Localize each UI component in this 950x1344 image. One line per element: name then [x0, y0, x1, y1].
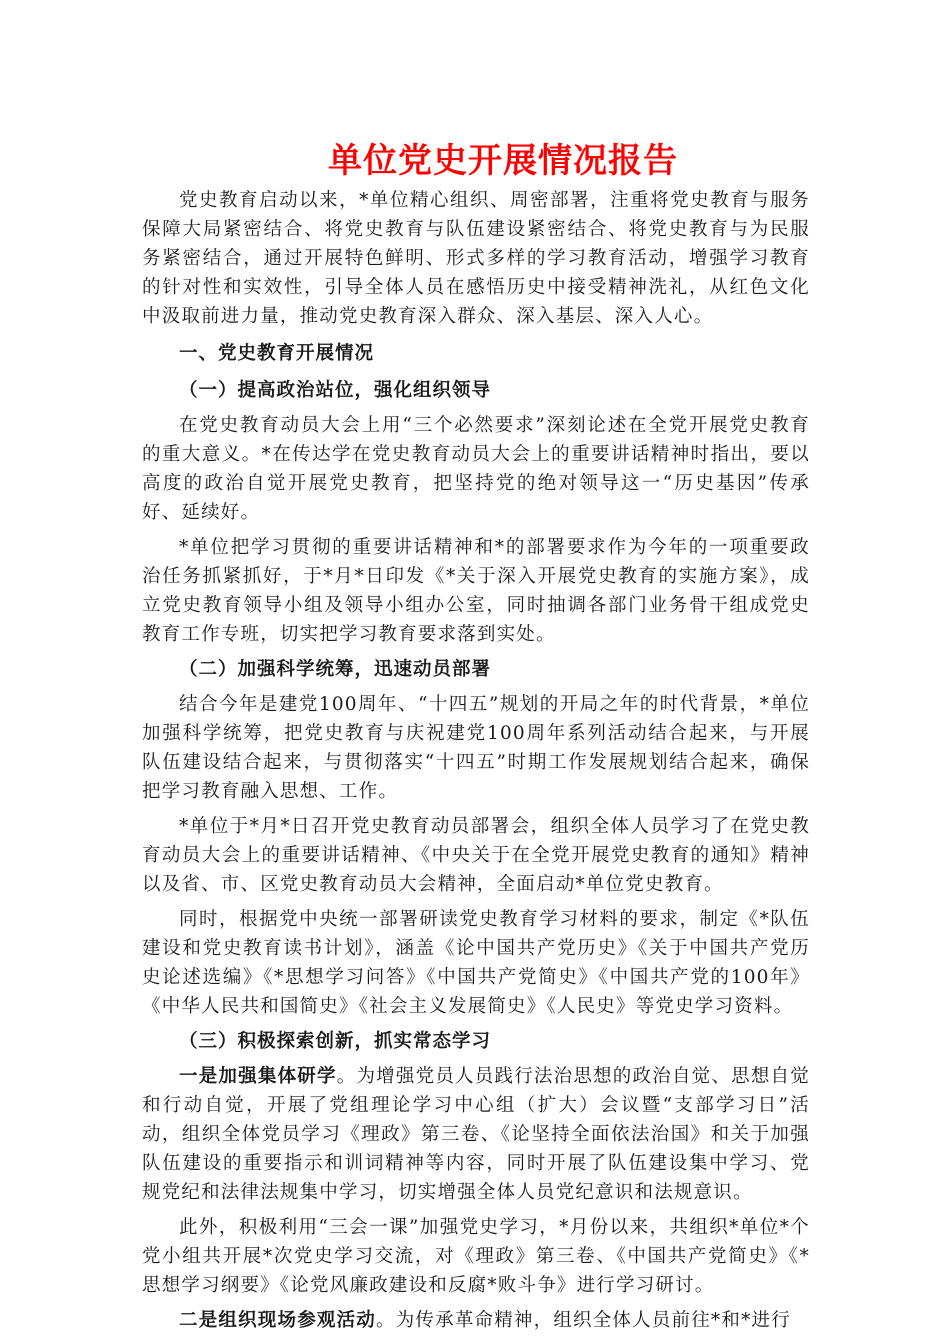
- subsection-2-paragraph-2: *单位于*月*日召开党史教育动员部署会，组织全体人员学习了在党史教育动员大会上的重要讲话精神、《中央关于在全党开展党史教育的通知》精神以及省、市、区党史教育动员大会精神，全面启动*单位党史教育。: [142, 816, 810, 895]
- paragraph-body-1: 。为增强党员人员践行法治思想的政治自觉、思想自觉和行动自觉，开展了党组理论学习中心组（扩大）会议暨“支部学习日”活动，组织全体党员学习《理政》第三卷、《论坚持全面依法治国》和关于加强队伍建设的重要指示和训词精神等内容，同时开展了队伍建设集中学习、党规党纪和法律法规集中学习，切实增强全体人员党纪意识和法规意识。: [142, 1066, 810, 1203]
- paragraph-body-3: 。为传承革命精神，组织全体人员前往*和*进行: [376, 1310, 791, 1331]
- subsection-heading-2: （二）加强科学统筹，迅速动员部署: [179, 659, 492, 680]
- document-body: [142, 186, 810, 1341]
- subsection-1-paragraph-1: 在党史教育动员大会上用“三个必然要求”深刻论述在全党开展党史教育的重大意义。*在传达学在党史教育动员大会上的重要讲话精神时指出，要以高度的政治自觉开展党史教育，把坚持党的绝对领导这一“历史基因”传承好、延续好。: [142, 415, 810, 523]
- subsection-3-paragraph-3: [142, 1306, 810, 1335]
- intro-paragraph: 党史教育启动以来，*单位精心组织、周密部署，注重将党史教育与服务保障大局紧密结合、将党史教育与队伍建设紧密结合、将党史教育与为民服务紧密结合，通过开展特色鲜明、形式多样的学习教育活动，增强学习教育的针对性和实效性，引导全体人员在感悟历史中接受精神洗礼，从红色文化中汲取前进力量，推动党史教育深入群众、深入基层、深入人心。: [142, 190, 810, 327]
- document-title: 单位党史开展情况报告: [328, 141, 678, 181]
- subsection-1-paragraph-2: *单位把学习贯彻的重要讲话精神和*的部署要求作为今年的一项重要政治任务抓紧抓好，于*月*日印发《*关于深入开展党史教育的实施方案》，成立党史教育领导小组及领导小组办公室，同时抽调各部门业务骨干组成党史教育工作专班，切实把学习教育要求落到实处。: [142, 537, 810, 645]
- paragraph-lead-2: 二是组织现场参观活动: [179, 1310, 377, 1331]
- subsection-heading-3: （三）积极探索创新，抓实常态学习: [179, 1031, 492, 1052]
- section-heading-1: 一、党史教育开展情况: [179, 343, 375, 364]
- subsection-3-paragraph-2: 此外，积极利用“三会一课”加强党史学习，*月份以来，共组织*单位*个党小组共开展*次党史学习交流，对《理政》第三卷、《中国共产党简史》《*思想学习纲要》《论党风廉政建设和反腐*败斗争》进行学习研讨。: [142, 1217, 810, 1296]
- subsection-2-paragraph-3: 同时，根据党中央统一部署研读党史教育学习材料的要求，制定《*队伍建设和党史教育读书计划》，涵盖《论中国共产党历史》《关于中国共产党历史论述选编》《*思想学习问答》《中国共产党简史》《中国共产党的100年》《中华人民共和国简史》《社会主义发展简史》《人民史》等党史学习资料。: [142, 909, 810, 1017]
- subsection-2-paragraph-1: 结合今年是建党100周年、“十四五”规划的开局之年的时代背景，*单位加强科学统筹，把党史教育与庆祝建党100周年系列活动结合起来，与开展队伍建设结合起来，与贯彻落实“十四五”时期工作发展规划结合起来，确保把学习教育融入思想、工作。: [142, 694, 810, 802]
- paragraph-lead-1: 一是加强集体研学: [179, 1066, 337, 1087]
- subsection-heading-1: （一）提高政治站位，强化组织领导: [179, 380, 492, 401]
- subsection-3-paragraph-1: [142, 1062, 810, 1207]
